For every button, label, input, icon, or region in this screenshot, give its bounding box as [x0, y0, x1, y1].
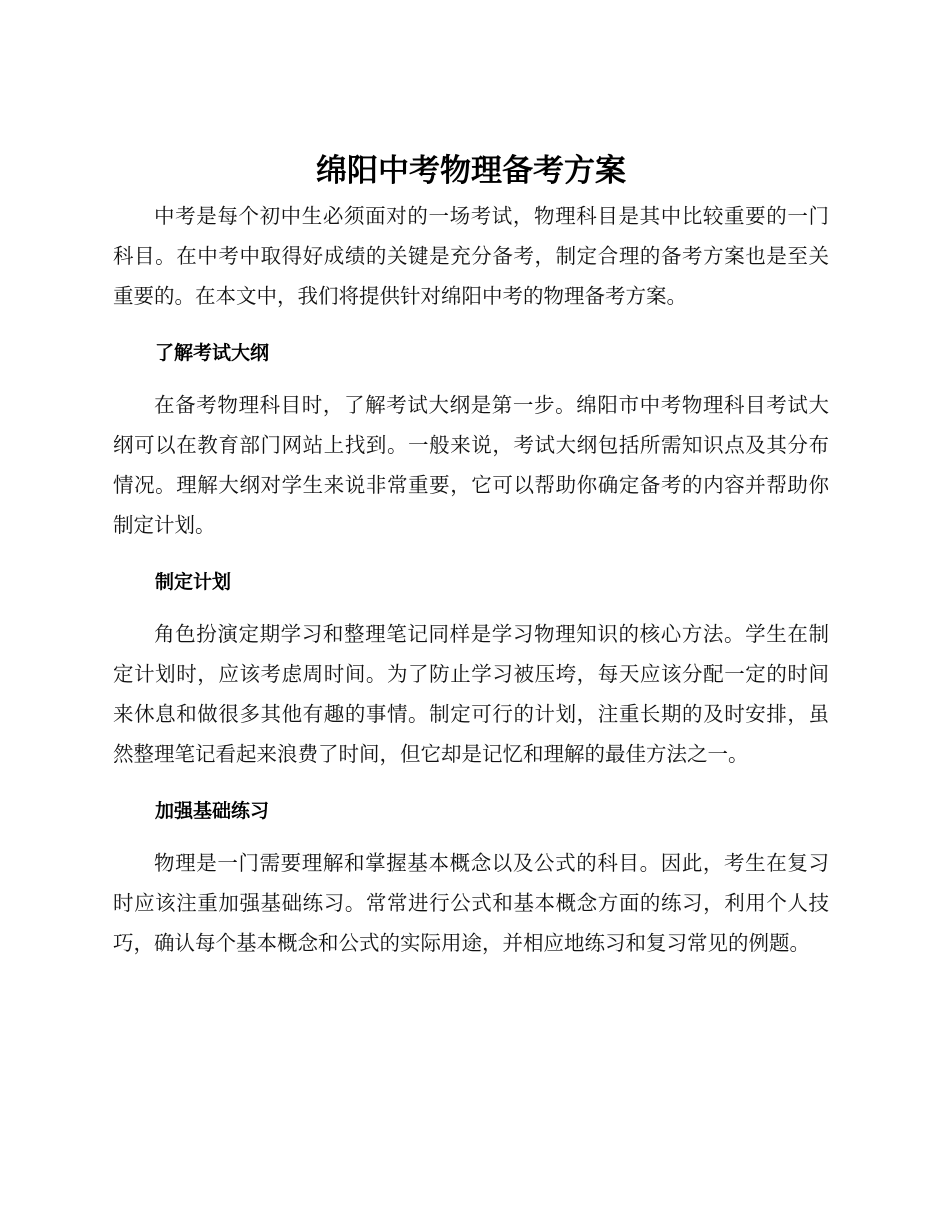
- document-page: [113, 150, 829, 963]
- section-heading-make-plan: 制定计划: [155, 571, 232, 593]
- section-heading-basic-practice: 加强基础练习: [155, 800, 270, 822]
- section-body-exam-outline: 在备考物理科目时，了解考试大纲是第一步。绵阳市中考物理科目考试大纲可以在教育部门网站上找到。一般来说，考试大纲包括所需知识点及其分布情况。理解大纲对学生来说非常重要，它可以帮助你确定备考的内容并帮助你制定计划。: [113, 393, 829, 537]
- section-heading-exam-outline: 了解考试大纲: [155, 342, 270, 364]
- document-title: 绵阳中考物理备考方案: [316, 153, 626, 189]
- section-body-basic-practice: 物理是一门需要理解和掌握基本概念以及公式的科目。因此，考生在复习时应该注重加强基础练习。常常进行公式和基本概念方面的练习，利用个人技巧，确认每个基本概念和公式的实际用途，并相应地练习和复习常见的例题。: [113, 851, 829, 955]
- section-body-make-plan: 角色扮演定期学习和整理笔记同样是学习物理知识的核心方法。学生在制定计划时，应该考虑周时间。为了防止学习被压垮，每天应该分配一定的时间来休息和做很多其他有趣的事情。制定可行的计划，注重长期的及时安排，虽然整理笔记看起来浪费了时间，但它却是记忆和理解的最佳方法之一。: [113, 622, 829, 766]
- intro-paragraph: 中考是每个初中生必须面对的一场考试，物理科目是其中比较重要的一门科目。在中考中取得好成绩的关键是充分备考，制定合理的备考方案也是至关重要的。在本文中，我们将提供针对绵阳中考的物理备考方案。: [113, 204, 829, 308]
